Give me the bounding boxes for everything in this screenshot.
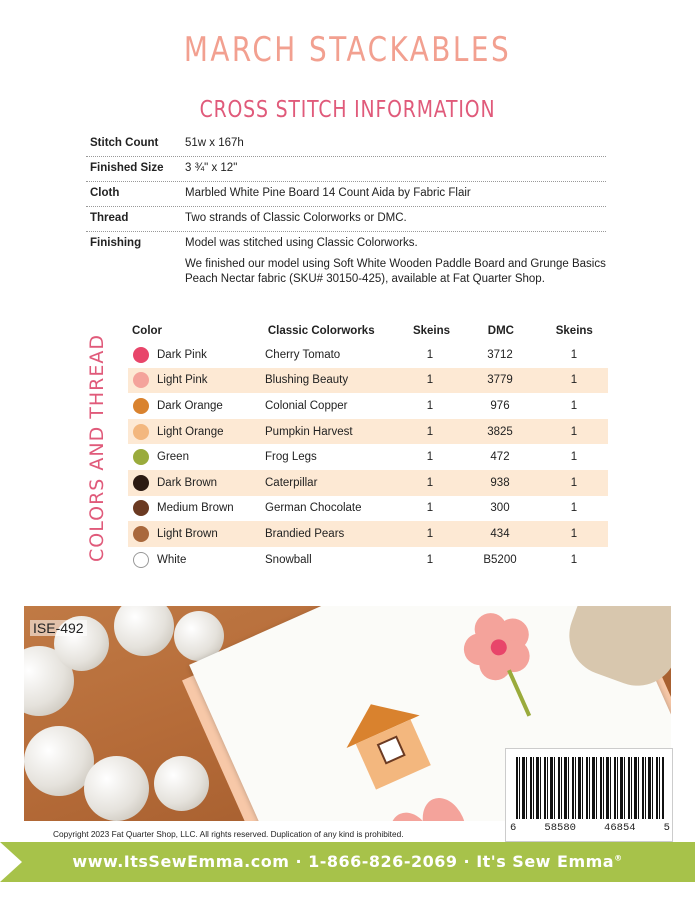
barcode-digits: 58580 xyxy=(544,822,576,834)
finishing-note: We finished our model using Soft White Wooden Paddle Board and Grunge Basics Peach Nectar fabric (SKU# 30150-425), available at Fat Quarter Shop. xyxy=(185,258,606,285)
skeins-cell: 1 xyxy=(570,502,578,515)
classic-colorworks-cell: Caterpillar xyxy=(265,476,318,489)
table-row xyxy=(128,547,608,573)
table-row xyxy=(128,470,608,496)
skeins-cell: 1 xyxy=(426,348,434,361)
copyright-notice: Copyright 2023 Fat Quarter Shop, LLC. All rights reserved. Duplication of any kind is prohibited. xyxy=(53,829,404,839)
dmc-cell: 300 xyxy=(490,502,510,515)
info-value: Marbled White Pine Board 14 Count Aida by Fabric Flair xyxy=(185,187,471,199)
column-header-skeins: Skeins xyxy=(555,325,593,337)
dmc-cell: 434 xyxy=(490,527,510,540)
info-row-stitch-count xyxy=(86,132,606,157)
info-label: Thread xyxy=(90,212,129,224)
skeins-cell: 1 xyxy=(426,425,434,438)
classic-colorworks-cell: Cherry Tomato xyxy=(265,348,341,361)
color-name: Light Pink xyxy=(157,374,208,387)
classic-colorworks-cell: Frog Legs xyxy=(265,451,317,464)
barcode xyxy=(505,748,673,842)
info-row-finished-size xyxy=(86,157,606,182)
classic-colorworks-cell: Blushing Beauty xyxy=(265,374,349,387)
skeins-cell: 1 xyxy=(570,451,578,464)
dmc-cell: 3779 xyxy=(487,374,513,387)
stone xyxy=(84,756,149,821)
info-value: 51w x 167h xyxy=(185,137,244,149)
table-row xyxy=(128,496,608,522)
skeins-cell: 1 xyxy=(426,527,434,540)
dmc-cell: 472 xyxy=(490,451,510,464)
skeins-cell: 1 xyxy=(426,476,434,489)
skeins-cell: 1 xyxy=(426,502,434,515)
color-cell xyxy=(128,449,265,465)
classic-colorworks-cell: Colonial Copper xyxy=(265,399,348,412)
color-name: Medium Brown xyxy=(157,502,234,515)
info-row-cloth xyxy=(86,182,606,207)
info-label: Stitch Count xyxy=(90,137,159,149)
flower-icon xyxy=(453,606,560,730)
skeins-cell: 1 xyxy=(570,425,578,438)
color-name: Dark Pink xyxy=(157,348,207,361)
footer-contact xyxy=(0,852,695,871)
color-name: White xyxy=(157,553,187,566)
color-cell xyxy=(128,526,265,542)
info-value xyxy=(185,236,606,293)
column-header-classic: Classic Colorworks xyxy=(267,325,375,337)
table-row xyxy=(128,393,608,419)
skeins-cell: 1 xyxy=(570,476,578,489)
color-name: Green xyxy=(157,451,189,464)
color-swatch-icon xyxy=(133,372,149,388)
column-header-skeins: Skeins xyxy=(412,325,451,337)
thread-table xyxy=(128,320,608,572)
color-cell xyxy=(128,475,265,491)
skeins-cell: 1 xyxy=(570,399,578,412)
color-swatch-icon xyxy=(133,424,149,440)
skeins-cell: 1 xyxy=(426,374,434,387)
color-cell xyxy=(128,372,265,388)
dmc-cell: 938 xyxy=(490,476,510,489)
skeins-cell: 1 xyxy=(426,399,434,412)
color-name: Light Orange xyxy=(157,425,224,438)
skeins-cell: 1 xyxy=(570,374,578,387)
barcode-bars xyxy=(516,757,664,819)
color-name: Dark Orange xyxy=(157,399,223,412)
color-swatch-icon xyxy=(133,347,149,363)
info-value: 3 ¾" x 12" xyxy=(185,162,238,174)
registered-mark: ® xyxy=(614,853,623,863)
color-name: Dark Brown xyxy=(157,476,218,489)
classic-colorworks-cell: Pumpkin Harvest xyxy=(265,425,353,438)
table-row xyxy=(128,342,608,368)
stone xyxy=(114,606,174,656)
info-label: Finishing xyxy=(90,237,142,249)
info-row-thread xyxy=(86,207,606,232)
page-title: MARCH STACKABLES xyxy=(183,30,512,70)
section-label-text: COLORS AND THREAD xyxy=(86,333,108,562)
skeins-cell: 1 xyxy=(426,451,434,464)
classic-colorworks-cell: German Chocolate xyxy=(265,502,362,515)
footer-contact-text: www.ItsSewEmma.com · 1-866-826-2069 · It's Sew Emma xyxy=(72,852,615,871)
skeins-cell: 1 xyxy=(570,553,578,566)
color-cell xyxy=(128,398,265,414)
stone xyxy=(154,756,209,811)
color-swatch-icon xyxy=(133,449,149,465)
color-swatch-icon xyxy=(133,398,149,414)
product-code: ISE-492 xyxy=(30,620,87,636)
dmc-cell: 976 xyxy=(490,399,510,412)
color-cell xyxy=(128,552,265,568)
finishing-note: Model was stitched using Classic Colorworks. xyxy=(185,237,418,249)
color-swatch-icon xyxy=(133,526,149,542)
cross-stitch-info xyxy=(86,132,606,298)
skeins-cell: 1 xyxy=(426,553,434,566)
info-row-finishing xyxy=(86,232,606,298)
color-swatch-icon xyxy=(133,552,149,568)
birdhouse-icon xyxy=(334,688,440,794)
barcode-digit: 5 xyxy=(663,822,670,834)
color-swatch-icon xyxy=(133,500,149,516)
section-title: CROSS STITCH INFORMATION xyxy=(199,97,496,123)
dmc-cell: 3825 xyxy=(487,425,513,438)
barcode-digit: 6 xyxy=(510,822,517,834)
color-cell xyxy=(128,500,265,516)
info-label: Finished Size xyxy=(90,162,164,174)
barcode-digits: 46854 xyxy=(604,822,636,834)
skeins-cell: 1 xyxy=(570,527,578,540)
footer-banner xyxy=(0,842,695,882)
butterfly-icon xyxy=(382,791,474,821)
classic-colorworks-cell: Brandied Pears xyxy=(265,527,345,540)
info-value: Two strands of Classic Colorworks or DMC. xyxy=(185,212,407,224)
table-body xyxy=(128,342,608,572)
table-header xyxy=(128,320,608,342)
table-row xyxy=(128,368,608,394)
skeins-cell: 1 xyxy=(570,348,578,361)
barcode-number xyxy=(510,822,670,834)
dmc-cell: B5200 xyxy=(483,553,517,566)
dmc-cell: 3712 xyxy=(487,348,513,361)
color-swatch-icon xyxy=(133,475,149,491)
column-header-color: Color xyxy=(132,325,163,337)
table-row xyxy=(128,444,608,470)
color-name: Light Brown xyxy=(157,527,218,540)
table-row xyxy=(128,419,608,445)
column-header-dmc: DMC xyxy=(487,325,514,337)
classic-colorworks-cell: Snowball xyxy=(265,553,312,566)
table-row xyxy=(128,521,608,547)
colors-and-thread-label xyxy=(84,325,110,570)
color-cell xyxy=(128,347,265,363)
info-label: Cloth xyxy=(90,187,120,199)
color-cell xyxy=(128,424,265,440)
